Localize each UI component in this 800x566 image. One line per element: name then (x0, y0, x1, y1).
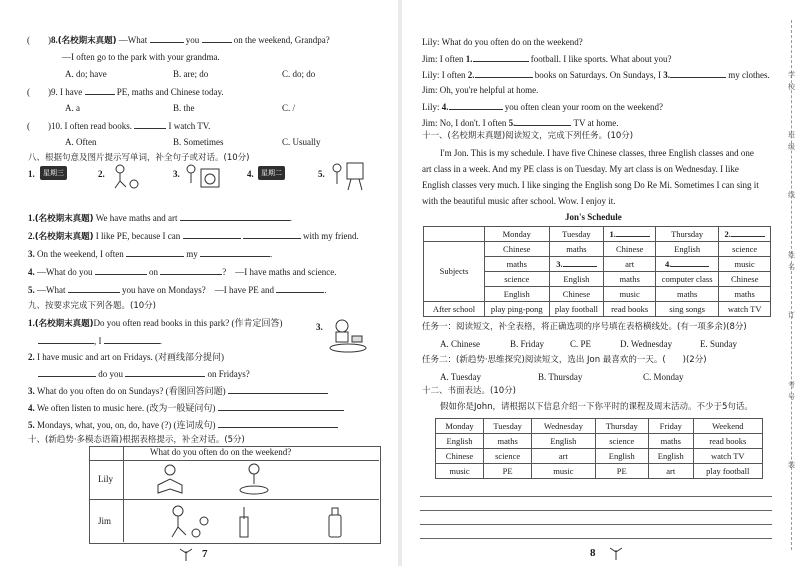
table-cell: music (719, 257, 771, 272)
bottle-icon (325, 505, 345, 539)
s8-q4: 4. —What do you on ? —I have maths and science. (28, 267, 337, 277)
answer-blank[interactable] (38, 368, 96, 377)
table-cell: music (532, 464, 595, 479)
answer-blank[interactable] (180, 212, 290, 221)
dialog-line-5: Lily: 4. you often clean your room on the weekend? (422, 102, 663, 112)
q10-line: ( )10. I often read books. I watch TV. (27, 121, 211, 131)
s9-q4: 4. We often listen to music here. (改为一般疑问句) (28, 402, 344, 414)
reading-books-icon (150, 463, 200, 497)
table-cell: science (484, 449, 532, 464)
table-cell: play football (549, 302, 604, 317)
table-row (436, 464, 763, 479)
schedule-header-row (424, 227, 771, 242)
margin-char: 线 (788, 191, 795, 199)
task1-opt-a[interactable]: A. Chinese (440, 339, 480, 349)
margin-char: 姓 (788, 251, 795, 259)
weekend-table-row-divider (89, 499, 379, 500)
table-cell: art (532, 449, 595, 464)
pic-num-5: 5. (318, 169, 325, 179)
pic-num-2: 2. (98, 169, 105, 179)
table-cell: science (595, 434, 648, 449)
q8-opt-c[interactable]: C. do; do (282, 69, 316, 79)
q9-opt-b[interactable]: B. the (173, 103, 195, 113)
passage-line-2: art class in a week. And my PE class is on Tuesday. My art class is on Wednesday. I like (422, 164, 739, 174)
john-head: Monday (436, 419, 484, 434)
answer-blank[interactable] (183, 230, 241, 239)
table-cell: science (485, 272, 550, 287)
answer-blank[interactable] (243, 230, 301, 239)
table-row (424, 302, 771, 317)
schedule-head: Thursday (655, 227, 718, 242)
table-cell: maths (648, 434, 693, 449)
page-ornament-icon (176, 547, 196, 563)
schedule-title: Jon's Schedule (565, 212, 622, 222)
q8-reply: —I often go to the park with your grandma. (62, 52, 220, 62)
margin-char: 装 (788, 461, 795, 469)
s8-q3: 3. On the weekend, I often my . (28, 249, 273, 259)
task1-opt-e[interactable]: E. Sunday (700, 339, 737, 349)
q8-opt-b[interactable]: B. are; do (173, 69, 209, 79)
q10-opt-c[interactable]: C. Usually (282, 137, 321, 147)
boy-reading-icon (326, 318, 370, 354)
table-cell: maths (484, 434, 532, 449)
page-ornament-icon (606, 546, 626, 562)
row-label-jim: Jim (98, 516, 112, 526)
answer-blank[interactable] (200, 248, 270, 257)
answer-blank[interactable] (85, 86, 115, 95)
answer-blank[interactable] (95, 266, 147, 275)
table-cell: Chinese (719, 272, 771, 287)
dialog-line-3: Lily: I often 2. books on Saturdays. On Sundays, I 3. my clothes. (422, 70, 770, 80)
table-cell: watch TV (693, 449, 762, 464)
q8-line: ( )8.(名校期末真题) —What you on the weekend, Grandpa? (27, 35, 330, 46)
passage-line-1: I'm Jon. This is my schedule. I have five Chinese classes, three English classes and one (440, 148, 754, 158)
calendar-wednesday-icon: 星期三 (40, 166, 67, 180)
answer-blank[interactable] (218, 419, 338, 428)
table-cell: Chinese (549, 287, 604, 302)
s9-q1: 1.(名校期末真题)Do you often read books in this park? (作肯定回答) (28, 318, 283, 329)
margin-char: 号 (788, 393, 795, 401)
margin-char: 班 (788, 131, 795, 139)
q9-opt-a[interactable]: A. a (65, 103, 80, 113)
s8-q2: 2.(名校期末真题) I like PE, because I can with my friend. (28, 231, 359, 242)
schedule-head: Monday (485, 227, 550, 242)
task1-opt-d[interactable]: D. Wednesday (620, 339, 673, 349)
section-9-title: 九、按要求完成下列各题。(10分) (28, 301, 156, 311)
schedule-head-blank-1[interactable]: 1. (604, 227, 656, 242)
table-cell: maths (485, 257, 550, 272)
table-cell: English (485, 287, 550, 302)
q9-line: ( )9. I have PE, maths and Chinese today. (27, 87, 224, 97)
table-cell: sing songs (655, 302, 718, 317)
calendar-tuesday-icon: 星期二 (258, 166, 285, 180)
page-number-7: 7 (202, 548, 208, 560)
answer-blank[interactable] (134, 120, 166, 129)
answer-blank[interactable] (473, 53, 529, 62)
washing-clothes-icon (236, 462, 272, 496)
writing-line[interactable] (420, 496, 772, 497)
dialog-line-1: Lily: What do you often do on the weekend? (422, 37, 583, 47)
task-2: 任务二：(新趋势·思维探究)阅读短文，选出 Jon 最喜欢的一天。( )(2分) (422, 355, 707, 365)
margin-char: 校 (788, 83, 795, 91)
table-cell: science (719, 242, 771, 257)
after-school-label: After school (424, 302, 485, 317)
john-schedule-table (435, 418, 763, 479)
weekend-table-divider (123, 446, 124, 542)
toothbrush-cup-icon (237, 505, 251, 539)
task2-opt-a[interactable]: A. Tuesday (440, 372, 482, 382)
table-cell: computer class (655, 272, 718, 287)
table-cell: English (436, 434, 484, 449)
answer-blank[interactable] (475, 69, 533, 78)
binding-line (791, 20, 793, 550)
writing-line[interactable] (420, 524, 772, 525)
q8-opt-a[interactable]: A. do; have (65, 69, 107, 79)
answer-blank[interactable] (160, 266, 222, 275)
answer-blank[interactable] (449, 101, 503, 110)
dialog-line-2: Jim: I often 1. football. I like sports. What about you? (422, 54, 672, 64)
weekend-table-header: What do you often do on the weekend? (150, 447, 292, 457)
table-cell: art (648, 464, 693, 479)
schedule-head: Tuesday (549, 227, 604, 242)
table-cell: Chinese (604, 242, 656, 257)
table-cell: art (604, 257, 656, 272)
s9-pic-num: 3. (316, 322, 323, 332)
table-cell: play football (693, 464, 762, 479)
page-number-8: 8 (590, 547, 596, 559)
drawing-easel-icon (327, 160, 367, 192)
table-cell: play ping-pong (485, 302, 550, 317)
table-cell-blank-4[interactable]: 4. (655, 257, 718, 272)
row-label-lily: Lily (98, 474, 113, 484)
playing-football-icon (108, 163, 144, 189)
pic-num-3: 3. (173, 169, 180, 179)
task1-opt-b[interactable]: B. Friday (510, 339, 545, 349)
pic-num-1: 1. (28, 169, 35, 179)
answer-blank[interactable] (228, 385, 328, 394)
answer-blank[interactable] (218, 402, 344, 411)
jon-schedule-table (423, 226, 771, 317)
margin-char: 订 (788, 311, 795, 319)
table-cell: English (532, 434, 595, 449)
john-head: Tuesday (484, 419, 532, 434)
washing-clothes-icon (183, 163, 223, 189)
s9-q2: 2. I have music and art on Fridays. (对画线部分提问) (28, 352, 224, 362)
margin-char: 考 (788, 381, 795, 389)
answer-blank[interactable] (38, 335, 94, 344)
table-cell: maths (604, 272, 656, 287)
task-1: 任务一：阅读短文，补全表格，将正确选项的序号填在表格横线处。(有一项多余)(8分) (422, 322, 747, 332)
task2-opt-b[interactable]: B. Thursday (538, 372, 583, 382)
table-cell: read books (693, 434, 762, 449)
table-cell: music (604, 287, 656, 302)
table-cell: music (436, 464, 484, 479)
s9-q3: 3. What do you often do on Sundays? (看图回答问题) (28, 385, 328, 397)
john-header-row (436, 419, 763, 434)
table-cell: read books (604, 302, 656, 317)
task2-opt-c[interactable]: C. Monday (643, 372, 684, 382)
table-cell: English (655, 242, 718, 257)
dialog-line-6: Jim: No, I don't. I often 5. TV at home. (422, 118, 619, 128)
q9-opt-c[interactable]: C. / (282, 103, 296, 113)
s8-q1: 1.(名校期末真题) We have maths and art . (28, 213, 293, 224)
table-row (436, 434, 763, 449)
table-cell: English (648, 449, 693, 464)
section-8-title: 八、根据句意及图片提示写单词，补全句子或对话。(10分) (28, 153, 250, 163)
answer-blank[interactable] (276, 284, 324, 293)
playing-football-icon (164, 505, 210, 539)
margin-char: 名 (788, 263, 795, 271)
table-row (424, 242, 771, 257)
table-cell: maths (549, 242, 604, 257)
answer-blank[interactable] (125, 368, 205, 377)
s9-q5: 5. Mondays, what, you, on, do, have (?) (连词成句) (28, 419, 338, 431)
passage-line-4: with the beautiful music after school. Wow. I enjoy it. (422, 196, 616, 206)
john-head: Weekend (693, 419, 762, 434)
writing-line[interactable] (420, 510, 772, 511)
john-head: Wednesday (532, 419, 595, 434)
task1-opt-c[interactable]: C. PE (570, 339, 592, 349)
table-cell-blank-3[interactable]: 3. (549, 257, 604, 272)
table-cell: maths (719, 287, 771, 302)
answer-blank[interactable] (670, 69, 726, 78)
table-row (436, 449, 763, 464)
schedule-head-blank-2[interactable]: 2. (719, 227, 771, 242)
table-cell: maths (655, 287, 718, 302)
table-cell: watch TV (719, 302, 771, 317)
section-12-title: 十二、书面表达。(10分) (422, 386, 516, 396)
answer-blank[interactable] (202, 34, 232, 43)
answer-blank[interactable] (68, 284, 120, 293)
answer-blank[interactable] (126, 248, 184, 257)
john-head: Friday (648, 419, 693, 434)
q10-opt-b[interactable]: B. Sometimes (173, 137, 224, 147)
table-cell: PE (484, 464, 532, 479)
section-12-instruction: 假如你是John，请根据以下信息介绍一下你平时的课程及周末活动。不少于5句话。 (440, 402, 753, 412)
answer-blank[interactable] (150, 34, 184, 43)
right-page (400, 0, 800, 566)
answer-blank[interactable] (515, 117, 571, 126)
section-11-title: 十一、(名校期末真题)阅读短文，完成下列任务。(10分) (422, 131, 634, 141)
section-10-title: 十、(新趋势·多模态语篇)根据表格提示，补全对话。(5分) (28, 435, 245, 445)
table-cell: PE (595, 464, 648, 479)
s9-q2-answer: do you on Fridays? (38, 368, 250, 380)
writing-line[interactable] (420, 538, 772, 539)
margin-char: 学 (788, 71, 795, 79)
margin-char: 级 (788, 143, 795, 151)
passage-line-3: English classes very much. I like singing the English song Do Re Mi. Sometimes I can sing it (422, 180, 759, 190)
answer-blank[interactable] (104, 335, 160, 344)
s9-q1-answer: , I . (38, 335, 162, 347)
table-cell: English (549, 272, 604, 287)
table-cell: Chinese (436, 449, 484, 464)
pic-num-4: 4. (247, 169, 254, 179)
s8-q5: 5. —What you have on Mondays? —I have PE and . (28, 285, 327, 295)
john-head: Thursday (595, 419, 648, 434)
q10-opt-a[interactable]: A. Often (65, 137, 97, 147)
dialog-line-4: Jim: Oh, you're helpful at home. (422, 85, 539, 95)
subjects-label: Subjects (424, 242, 485, 302)
table-cell: Chinese (485, 242, 550, 257)
schedule-corner (424, 227, 485, 242)
table-cell: English (595, 449, 648, 464)
